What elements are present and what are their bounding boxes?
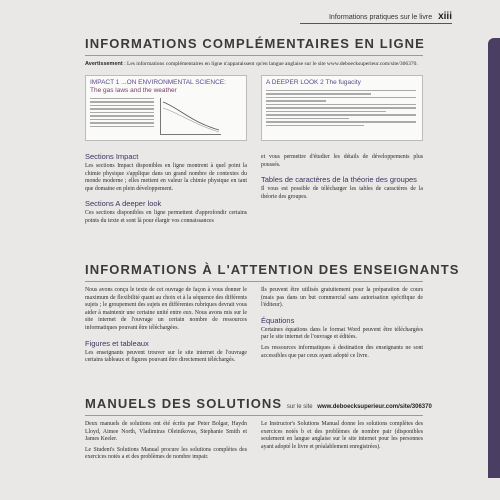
heading-deeper-look: Sections A deeper look: [85, 199, 162, 209]
warning-label: Avertissement: [85, 61, 123, 67]
page-number: xiii: [438, 11, 452, 22]
running-header-title: Informations pratiques sur le livre: [328, 14, 433, 21]
heading-figures-tables: Figures et tableaux: [85, 338, 149, 348]
paragraph-student-manual: Le Student's Solutions Manual procure les solutions complètes des exercices notés a et des problèmes de nombre impair.: [85, 446, 247, 461]
heading-character-tables: Tables de caractères de la théorie des groupes: [261, 175, 417, 185]
solutions-site-label: sur le site: [286, 404, 313, 410]
section-rule: [85, 281, 423, 282]
section-rule: [85, 415, 423, 416]
paragraph-deeper-look: Ces sections disponibles en ligne permettent d'approfondir certains points du texte et sont là pour élargir vos connaissances: [85, 210, 247, 224]
paragraph-usage: Ils peuvent être utilisés gratuitement pour la préparation de cours (mais pas dans un but commercial sans autorisation spécifique de l'éditeur).: [261, 287, 423, 309]
section-rule: [85, 55, 423, 56]
heading-equations: Équations: [261, 315, 295, 325]
section-title-online: INFORMATIONS COMPLÉMENTAIRES EN LIGNE: [85, 36, 425, 51]
figure-impact-title: IMPACT 1 ...ON ENVIRONMENTAL SCIENCE:: [90, 79, 226, 86]
paragraph-instructor-manual: Le Instructor's Solutions Manual donne les solutions complètes des exercices notés b et des problèmes de nombre pair (disponibles seulement en langue anglaise sur le site internet pour les personnes ayant adopté le livre et préalablement enregistrées).: [261, 421, 423, 450]
chapter-side-tab: [488, 38, 500, 478]
figure-text-lines: [266, 90, 416, 128]
paragraph-teachers-intro: Nous avons conçu le texte de cet ouvrage de façon à vous donner le maximum de flexibilité quant au choix et à la séquence des différents sujets ; le groupement des sujets en différentes rubriques devrait vous aider à maintenir une certaine unité entre eux. Nous avons mis sur le site internet de l'ouvrage un certain nombre de ressources informatiques pouvant être téléchargées.: [85, 287, 247, 331]
section-teachers: [85, 262, 460, 368]
paragraph-impact: Les sections Impact disponibles en ligne montrent à quel point la chimie physique s'applique dans un grand nombre de contextes du monde moderne ; elles mettent en valeur la chimie physique en tant que domaine en plein développement.: [85, 163, 247, 192]
paragraph-resources: Les ressources informatiques à destination des enseignants ne sont accessibles que par ceux ayant adopté ce livre.: [261, 344, 423, 359]
section-title-solutions: [85, 396, 432, 411]
figure-impact-sample: [85, 75, 247, 141]
running-header: [329, 11, 452, 22]
paragraph-figures-tables: Les enseignants peuvent trouver sur le site internet de l'ouvrage certains tableaux et figures pouvant être directement téléchargés.: [85, 349, 247, 364]
paragraph-character-tables: Il vous est possible de télécharger les tables de caractères de la théorie des groupes.: [261, 186, 423, 200]
figure-impact-subtitle: The gas laws and the weather: [90, 86, 177, 94]
figure-text-lines: [90, 98, 154, 129]
figure-graph: [160, 98, 221, 135]
warning-text: : Les informations complémentaires en ligne n'apparaissent qu'en langue anglaise sur le site www.deboecksuperieur.com/site/306370.: [122, 61, 418, 67]
solutions-site-link[interactable]: www.deboecksuperieur.com/site/306370: [317, 404, 432, 410]
section-online-info: [85, 36, 423, 229]
section-title-teachers: INFORMATIONS À L'ATTENTION DES ENSEIGNANTS: [85, 262, 460, 277]
paragraph-equations: Certaines équations dans le format Word peuvent être téléchargées par le site internet de l'ouvrage et éditées.: [261, 326, 423, 341]
section-title-solutions-text: MANUELS DES SOLUTIONS: [85, 396, 283, 411]
section-solutions: [85, 396, 432, 465]
paragraph-solutions-authors: Deux manuels de solutions ont été écrits par Peter Bolgar, Haydn Lloyd, Aimee North, Vladimiras Oleinikovas, Stephanie Smith et James Keeler.: [85, 421, 247, 443]
figure-deeper-look-sample: [261, 75, 423, 141]
paragraph-deeper-look-cont: et vous permettre d'étudier les détails de développements plus poussés.: [261, 154, 423, 168]
heading-impact: Sections Impact: [85, 152, 139, 161]
header-rule: [300, 23, 452, 24]
figure-deeper-title: A DEEPER LOOK 2 The fugacity: [266, 79, 361, 86]
warning-note: [85, 61, 423, 68]
